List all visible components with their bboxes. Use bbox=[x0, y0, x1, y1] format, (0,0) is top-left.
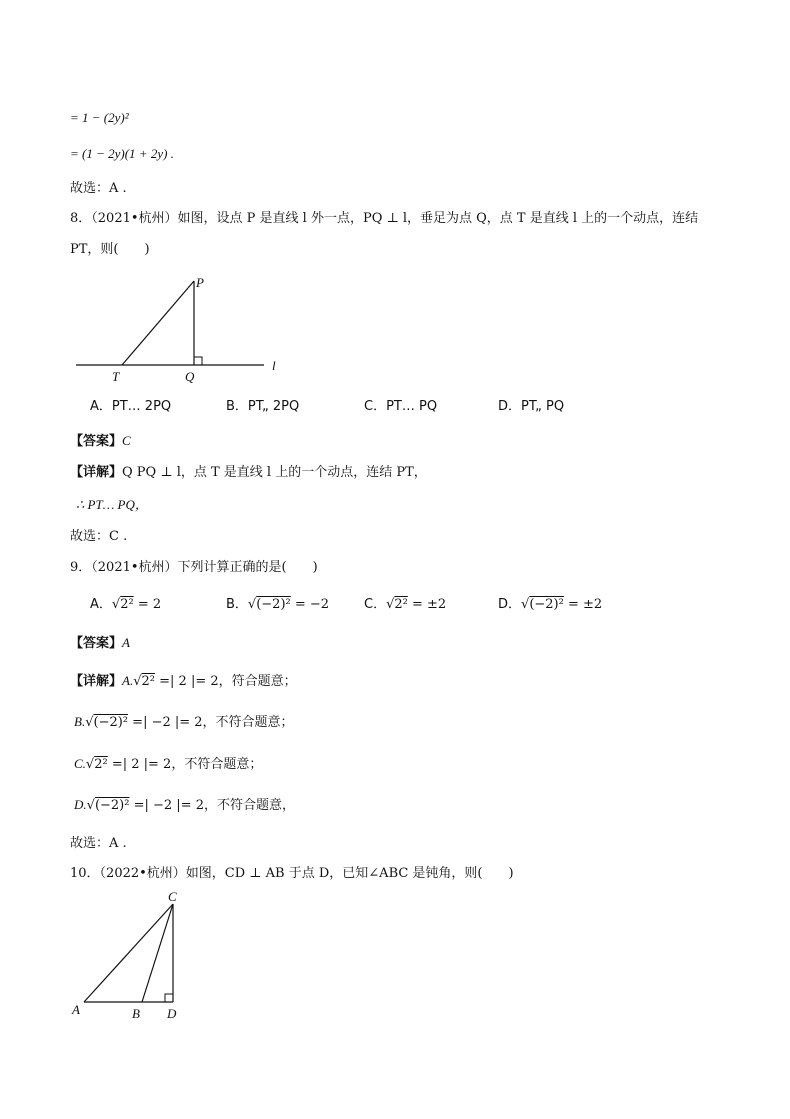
sqrt-neg2-squared-icon: √(−2)² bbox=[247, 597, 291, 612]
q8-detail-line-2: ∴ PT… PQ， bbox=[76, 497, 148, 512]
q8-option-b: B．PT„ 2PQ bbox=[226, 399, 300, 414]
q8-option-a: A．PT… 2PQ bbox=[90, 399, 172, 414]
q10-stem: 10．（2022•杭州）如图，CD ⊥ AB 于点 D，已知∠ABC 是钝角，则( ) bbox=[70, 866, 514, 881]
label-Q: Q bbox=[185, 369, 195, 384]
q8-detail bbox=[70, 465, 427, 481]
sqrt-neg2-squared-icon: √(−2)² bbox=[86, 798, 130, 813]
right-angle-mark bbox=[165, 994, 173, 1002]
q8-answer bbox=[70, 433, 131, 450]
sqrt-2-squared-icon: √2² bbox=[85, 757, 108, 772]
label-D: D bbox=[167, 1006, 177, 1021]
detail-tag: 【详解】 bbox=[70, 465, 123, 480]
q9-detail-d: D.√(−2)² =| −2 |= 2，不符合题意， bbox=[74, 797, 295, 813]
q9-conclusion: 故选：A . bbox=[70, 836, 127, 851]
label-C: C bbox=[168, 889, 177, 904]
answer-tag: 【答案】 bbox=[70, 636, 123, 651]
q9-stem: 9．（2021•杭州）下列计算正确的是( ) bbox=[70, 560, 318, 575]
q9-option-d: D．√(−2)² = ±2 bbox=[498, 597, 603, 612]
label-A: A bbox=[72, 1002, 80, 1017]
q8-figure bbox=[70, 275, 300, 385]
q9-option-c: C．√2² = ±2 bbox=[364, 597, 447, 612]
segment-PT bbox=[122, 281, 194, 365]
detail-text: Q PQ ⊥ l，点 T 是直线 l 上的一个动点，连结 PT， bbox=[122, 465, 427, 480]
answer-value: C bbox=[122, 433, 131, 448]
expression-line-1: = 1 − (2y)² bbox=[70, 110, 129, 125]
sqrt-2-squared-icon: √2² bbox=[133, 674, 155, 689]
q8-stem-line-2: PT，则( ) bbox=[70, 242, 150, 257]
q8-option-d: D．PT„ PQ bbox=[498, 399, 565, 414]
right-angle-mark bbox=[194, 357, 202, 365]
label-T: T bbox=[112, 369, 120, 384]
expression-line-2: = (1 − 2y)(1 + 2y) . bbox=[70, 146, 174, 161]
label-P: P bbox=[196, 275, 204, 290]
q8-conclusion: 故选：C . bbox=[70, 529, 128, 544]
q8-option-c: C．PT… PQ bbox=[364, 399, 438, 414]
sqrt-2-squared-icon: √2² bbox=[111, 597, 134, 612]
q9-detail-b: B.√(−2)² =| −2 |= 2，不符合题意； bbox=[74, 714, 294, 730]
choice-line: 故选：A . bbox=[70, 181, 127, 196]
sqrt-neg2-squared-icon: √(−2)² bbox=[85, 715, 129, 730]
sqrt-2-squared-icon: √2² bbox=[386, 597, 408, 612]
detail-tag: 【详解】 bbox=[70, 674, 123, 689]
q9-detail-c: C.√2² =| 2 |= 2，不符合题意； bbox=[74, 756, 263, 772]
q9-answer bbox=[70, 635, 130, 652]
segment-BC bbox=[142, 904, 173, 1002]
q10-figure bbox=[66, 888, 206, 1028]
q9-option-b: B．√(−2)² = −2 bbox=[226, 597, 330, 612]
sqrt-neg2-squared-icon: √(−2)² bbox=[521, 597, 564, 612]
q8-stem-line-1: 8．（2021•杭州）如图，设点 P 是直线 l 外一点，PQ ⊥ l，垂足为点 Q，点 T 是直线 l 上的一个动点，连结 bbox=[70, 211, 699, 226]
label-B: B bbox=[132, 1006, 140, 1021]
q9-detail-a: 【详解】A.√2² =| 2 |= 2，符合题意； bbox=[70, 673, 297, 689]
segment-AC bbox=[84, 904, 173, 1002]
label-l: l bbox=[272, 358, 276, 373]
answer-value: A bbox=[122, 635, 130, 650]
answer-tag: 【答案】 bbox=[70, 434, 123, 449]
q9-option-a: A．√2² = 2 bbox=[90, 597, 162, 612]
